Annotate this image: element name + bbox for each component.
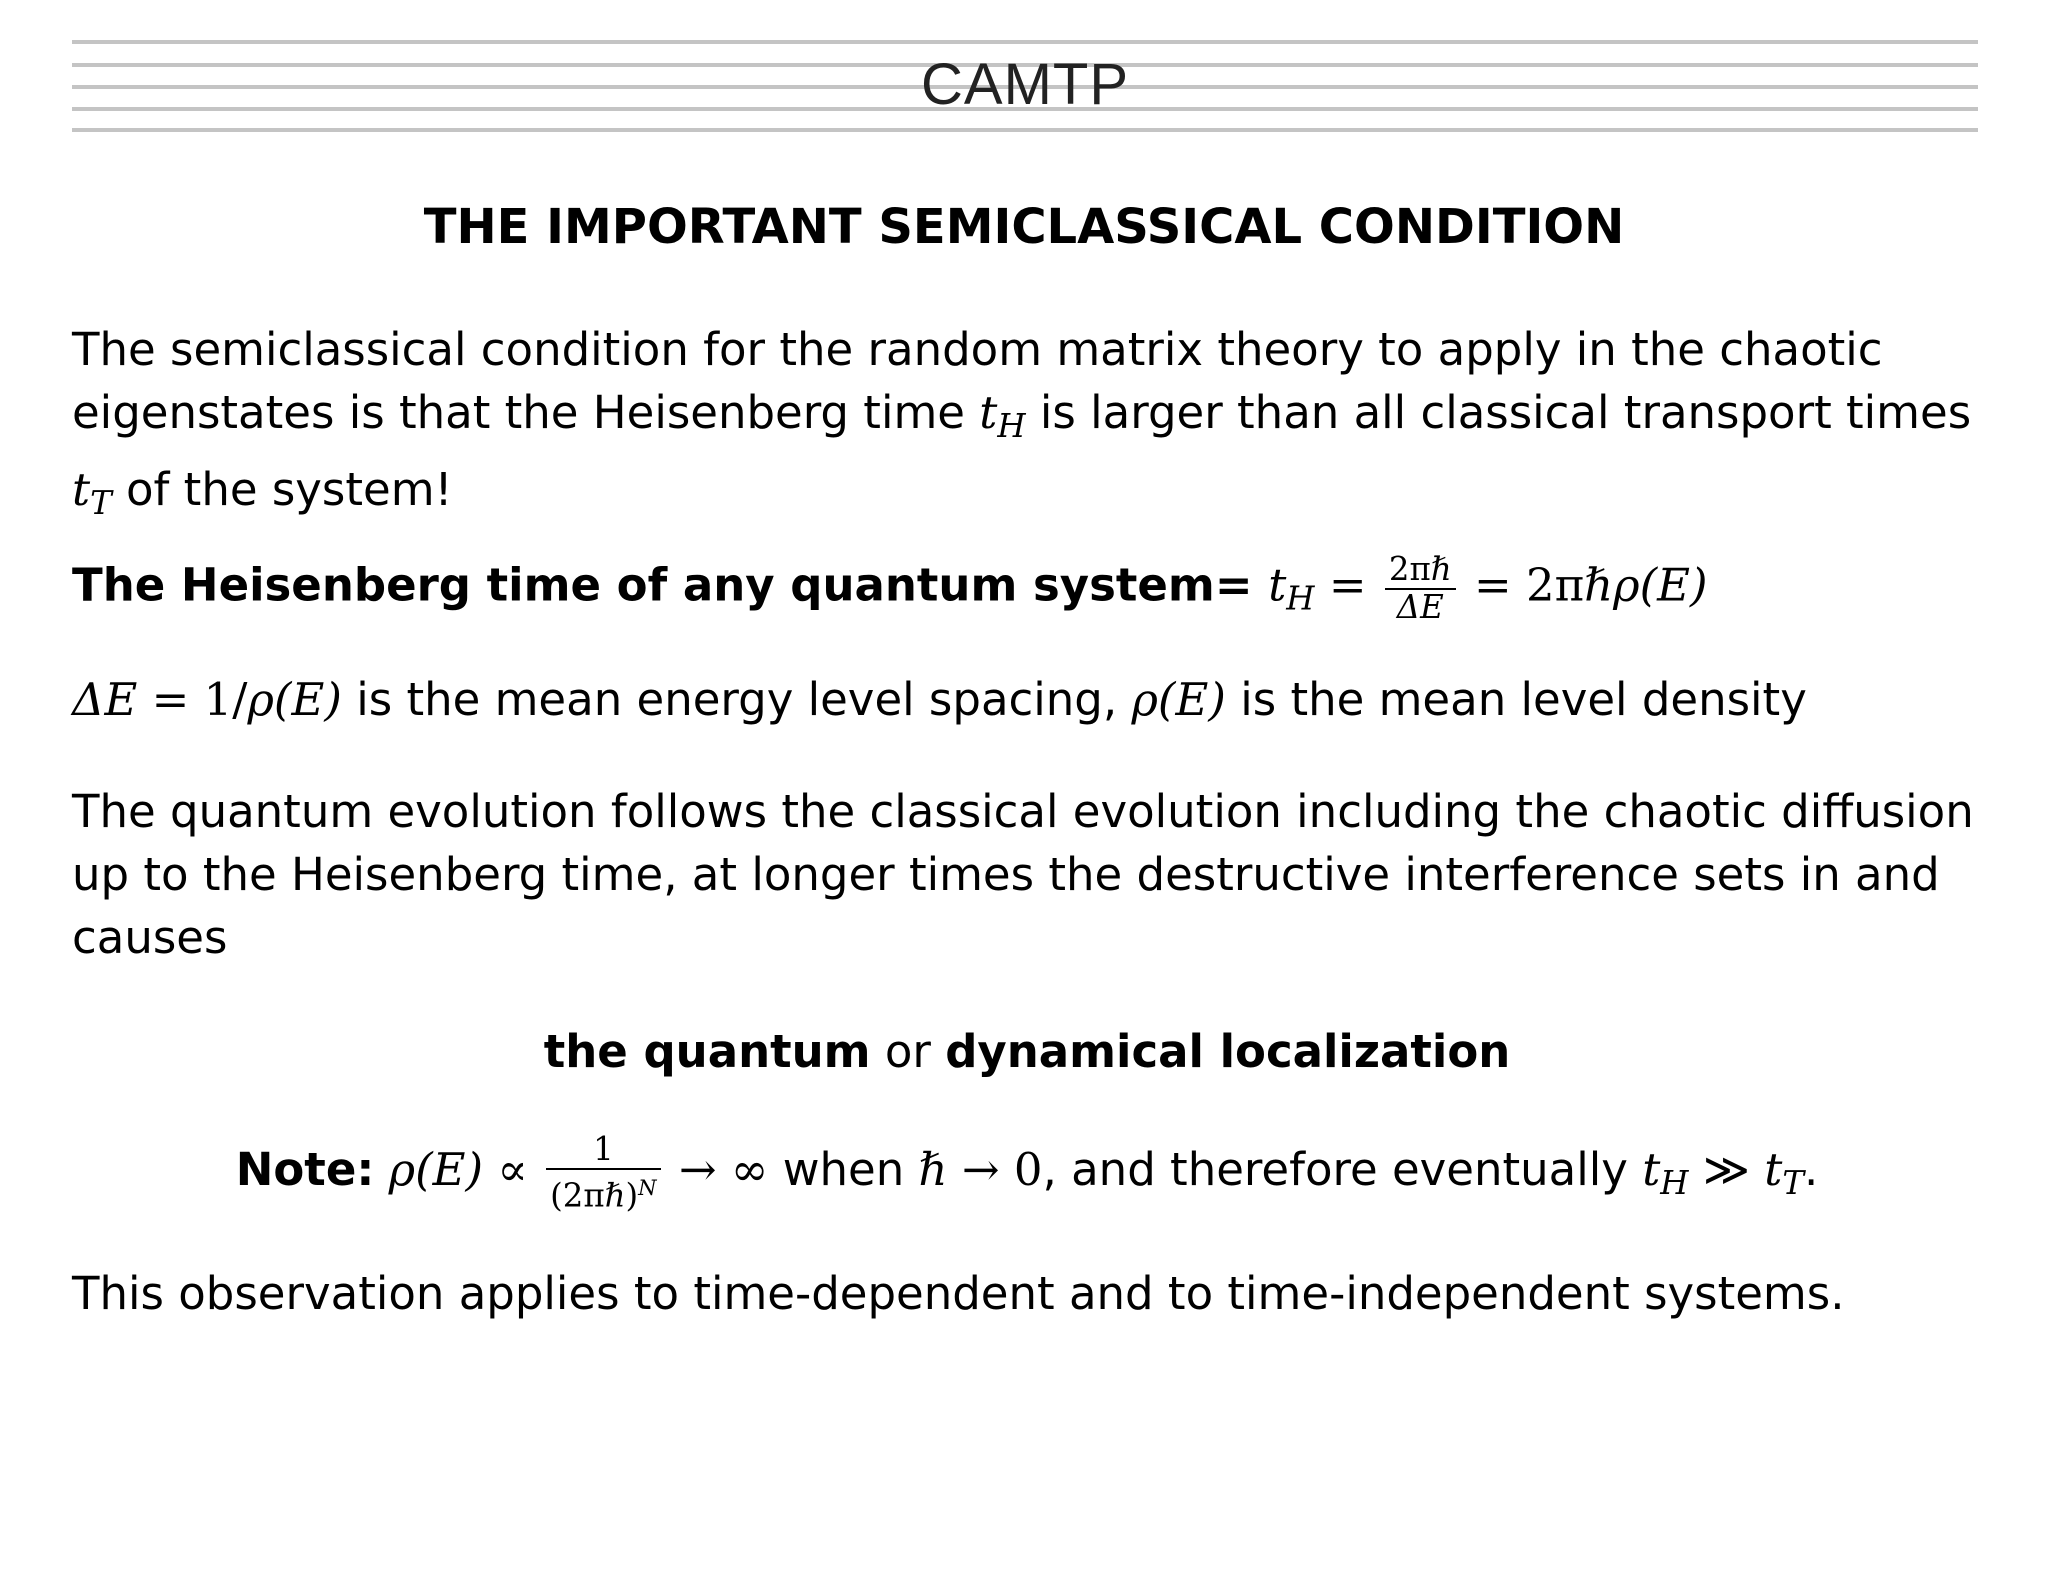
rho-of-e: ρ(E) xyxy=(1131,673,1226,726)
subscript-h: H xyxy=(1660,1164,1689,1202)
p3-text-b: is the mean level density xyxy=(1225,673,1807,726)
note-label: Note: xyxy=(235,1142,375,1196)
delta-e: ΔE xyxy=(72,673,138,726)
therefore-text: , and therefore eventually xyxy=(1042,1142,1643,1196)
when-text: when xyxy=(768,1142,919,1196)
t-symbol: t xyxy=(72,463,91,517)
paragraph-heisenberg-time xyxy=(72,552,1982,631)
paragraph-localization xyxy=(72,1020,1982,1083)
subscript-t: T xyxy=(1782,1164,1804,1202)
fraction-2pi-hbar-over-delta-e xyxy=(1385,552,1456,625)
t-symbol: t xyxy=(979,386,998,439)
arrow-infinity: → ∞ xyxy=(664,1142,769,1196)
t-symbol: t xyxy=(1268,558,1287,612)
header-banner xyxy=(72,40,1978,132)
equals-one-over: = 1/ xyxy=(137,673,248,726)
header-line xyxy=(72,40,1978,44)
subscript-t: T xyxy=(90,484,112,523)
proportional-sign: ∝ xyxy=(483,1142,543,1196)
quantum-bold: the quantum xyxy=(543,1025,871,1078)
t-symbol: t xyxy=(1764,1142,1783,1196)
fraction-denominator: ΔE xyxy=(1396,587,1444,626)
slide-title: THE IMPORTANT SEMICLASSICAL CONDITION xyxy=(423,199,1625,255)
fraction-denominator xyxy=(546,1170,660,1214)
rho-of-e: ρ(E) xyxy=(1613,558,1708,612)
p3-text-a: is the mean energy level spacing, xyxy=(341,673,1132,726)
fraction-one-over-2pi-hbar-n xyxy=(546,1132,660,1214)
exponent-n: N xyxy=(638,1174,657,1200)
heisenberg-time-label: The Heisenberg time of any quantum system= xyxy=(72,558,1269,612)
hbar-symbol: ℏ xyxy=(918,1142,948,1196)
period: . xyxy=(1803,1142,1819,1196)
paragraph-observation: This observation applies to time-dependent and to time-independent systems. xyxy=(72,1267,1845,1320)
equals-2pi-hbar: = 2πℏ xyxy=(1459,558,1614,612)
equals-sign: = xyxy=(1314,558,1381,612)
paragraph-quantum-evolution: The quantum evolution follows the classical evolution including the chaotic diffusion up to the Heisenberg time, at longer times the destructive interference sets in and causes xyxy=(72,785,1974,964)
arrow-zero: → 0 xyxy=(947,1142,1043,1196)
paragraph-level-spacing xyxy=(72,668,1982,731)
paragraph-note xyxy=(72,1132,1982,1215)
p1-text-b: is larger than all classical transport times xyxy=(1025,386,1972,439)
p1-text-a: The semiclassical condition for the random matrix theory to apply in the chaotic eigenstates is that the Heisenberg time xyxy=(72,323,1883,439)
t-symbol: t xyxy=(1642,1142,1661,1196)
header-line xyxy=(72,128,1978,132)
camtp-logo: CAMTP xyxy=(921,52,1129,117)
dynamical-localization-bold: dynamical localization xyxy=(945,1025,1511,1078)
rho-of-e: ρ(E) xyxy=(247,673,342,726)
fraction-numerator: 2πℏ xyxy=(1385,552,1456,590)
subscript-h: H xyxy=(1286,579,1315,618)
fraction-numerator: 1 xyxy=(546,1132,660,1170)
denominator-base: (2πℏ) xyxy=(550,1176,639,1215)
paragraph-semiclassical-condition xyxy=(72,318,1982,535)
rho-of-e: ρ(E) xyxy=(388,1142,484,1196)
p1-text-c: of the system! xyxy=(111,463,453,517)
or-text: or xyxy=(870,1025,946,1078)
subscript-h: H xyxy=(997,407,1026,446)
much-greater-sign: ≫ xyxy=(1688,1142,1765,1196)
